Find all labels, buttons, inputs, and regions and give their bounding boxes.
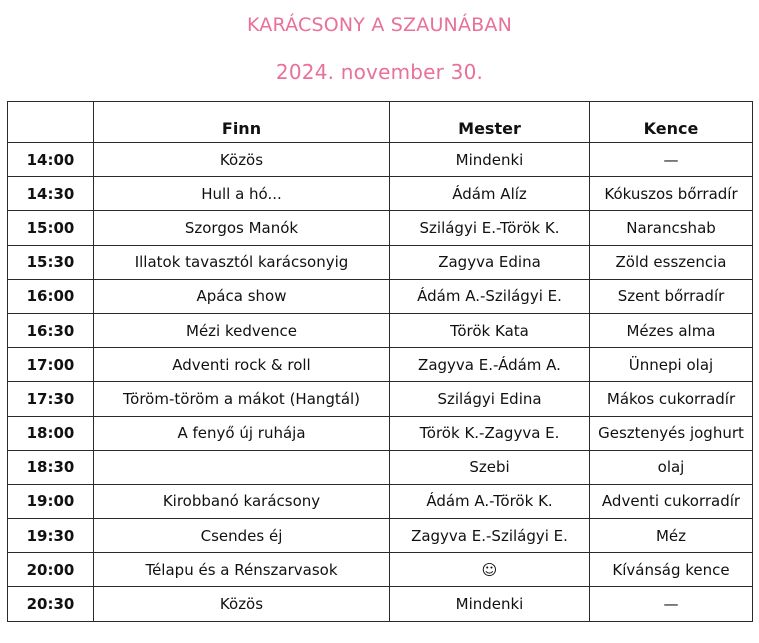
time-cell: 14:00	[8, 143, 94, 177]
finn-cell: Töröm-töröm a mákot (Hangtál)	[94, 382, 390, 416]
table-row	[8, 177, 753, 211]
table-row	[8, 143, 753, 177]
mester-cell: Szebi	[390, 450, 590, 484]
table-row	[8, 279, 753, 313]
time-cell: 15:00	[8, 211, 94, 245]
table-row	[8, 348, 753, 382]
table-row	[8, 484, 753, 518]
kence-cell: Ünnepi olaj	[590, 348, 753, 382]
finn-cell: Hull a hó...	[94, 177, 390, 211]
mester-cell: Ádám A.-Török K.	[390, 484, 590, 518]
time-cell: 20:00	[8, 553, 94, 587]
kence-cell: Narancshab	[590, 211, 753, 245]
column-header-kence: Kence	[590, 102, 753, 143]
page-title: KARÁCSONY A SZAUNÁBAN	[246, 14, 513, 36]
kence-cell: olaj	[590, 450, 753, 484]
finn-cell: Közös	[94, 143, 390, 177]
mester-cell: Szilágyi E.-Török K.	[390, 211, 590, 245]
table-row	[8, 382, 753, 416]
mester-cell: Zagyva E.-Ádám A.	[390, 348, 590, 382]
mester-cell: Ádám A.-Szilágyi E.	[390, 279, 590, 313]
table-row	[8, 553, 753, 587]
time-cell: 15:30	[8, 245, 94, 279]
kence-cell: Zöld esszencia	[590, 245, 753, 279]
mester-cell: Szilágyi Edina	[390, 382, 590, 416]
kence-cell: Kívánság kence	[590, 553, 753, 587]
finn-cell: Szorgos Manók	[94, 211, 390, 245]
mester-cell: Zagyva E.-Szilágyi E.	[390, 519, 590, 553]
finn-cell: Apáca show	[94, 279, 390, 313]
finn-cell: Csendes éj	[94, 519, 390, 553]
mester-cell: Török K.-Zagyva E.	[390, 416, 590, 450]
event-date: 2024. november 30.	[275, 60, 484, 84]
finn-cell: A fenyő új ruhája	[94, 416, 390, 450]
time-cell: 16:30	[8, 313, 94, 347]
table-row	[8, 587, 753, 621]
time-cell: 14:30	[8, 177, 94, 211]
column-header-time	[8, 102, 94, 143]
finn-cell: Illatok tavasztól karácsonyig	[94, 245, 390, 279]
time-cell: 18:30	[8, 450, 94, 484]
mester-cell: ☺	[390, 553, 590, 587]
table-row	[8, 211, 753, 245]
mester-cell: Zagyva Edina	[390, 245, 590, 279]
kence-cell: Mézes alma	[590, 313, 753, 347]
kence-cell: Gesztenyés joghurt	[590, 416, 753, 450]
kence-cell: —	[590, 143, 753, 177]
column-header-mester: Mester	[390, 102, 590, 143]
time-cell: 20:30	[8, 587, 94, 621]
mester-cell: Mindenki	[390, 587, 590, 621]
kence-cell: —	[590, 587, 753, 621]
time-cell: 16:00	[8, 279, 94, 313]
time-cell: 19:00	[8, 484, 94, 518]
kence-cell: Szent bőrradír	[590, 279, 753, 313]
kence-cell: Méz	[590, 519, 753, 553]
finn-cell: Közös	[94, 587, 390, 621]
table-row	[8, 245, 753, 279]
kence-cell: Mákos cukorradír	[590, 382, 753, 416]
table-row	[8, 416, 753, 450]
time-cell: 18:00	[8, 416, 94, 450]
schedule-body	[8, 143, 753, 622]
time-cell: 17:30	[8, 382, 94, 416]
finn-cell: Kirobbanó karácsony	[94, 484, 390, 518]
finn-cell: Mézi kedvence	[94, 313, 390, 347]
finn-cell	[94, 450, 390, 484]
finn-cell: Télapu és a Rénszarvasok	[94, 553, 390, 587]
schedule-table	[7, 101, 753, 622]
time-cell: 17:00	[8, 348, 94, 382]
table-row	[8, 519, 753, 553]
header-row	[8, 102, 753, 143]
mester-cell: Mindenki	[390, 143, 590, 177]
table-row	[8, 450, 753, 484]
column-header-finn: Finn	[94, 102, 390, 143]
time-cell: 19:30	[8, 519, 94, 553]
kence-cell: Adventi cukorradír	[590, 484, 753, 518]
kence-cell: Kókuszos bőrradír	[590, 177, 753, 211]
mester-cell: Török Kata	[390, 313, 590, 347]
finn-cell: Adventi rock & roll	[94, 348, 390, 382]
mester-cell: Ádám Alíz	[390, 177, 590, 211]
table-row	[8, 313, 753, 347]
